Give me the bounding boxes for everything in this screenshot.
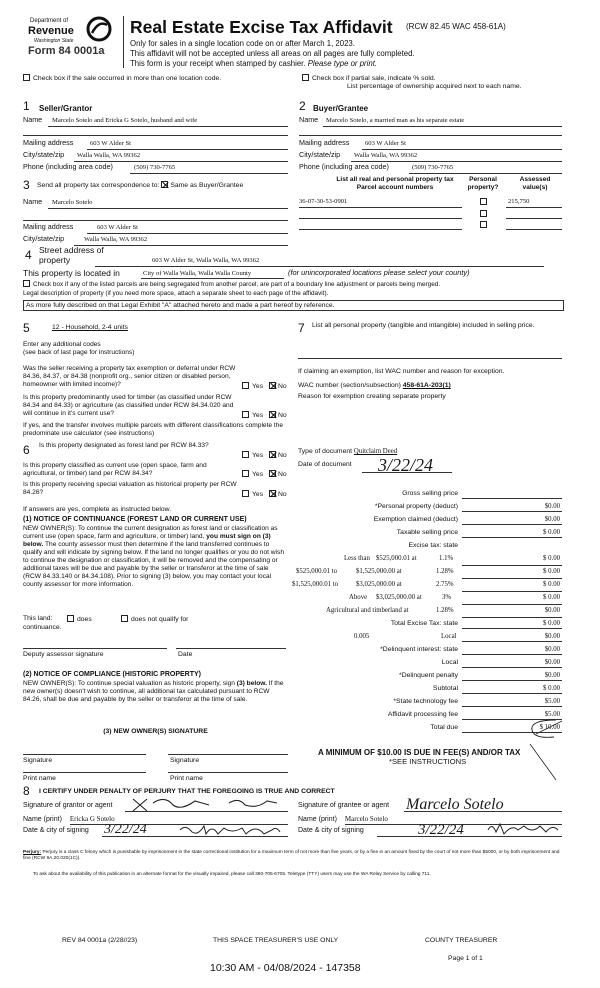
additional-codes-line1: Enter any additional codes (23, 341, 101, 348)
parcel-col-line2: Parcel account numbers (356, 183, 434, 191)
fee-affidavit-label: Affidavit processing fee (387, 711, 458, 718)
multi-location-check[interactable] (23, 74, 221, 83)
seller-mailing-value[interactable]: 603 W Alder St (90, 140, 131, 147)
accessibility-note: To ask about the availability of this publication in an alternate format for the visually impaired, please call 360-705-6705. Teletype (TTY) users may use the WA Relay Service by calling 711. (33, 872, 431, 877)
deputy-date-label: Date (178, 651, 193, 658)
section3-text: Send all property tax correspondence to: (37, 182, 160, 189)
tier4-line (462, 604, 562, 605)
tier3-to: $3,025,000.00 at (356, 581, 402, 588)
fee-gross-label: Gross selling price (402, 490, 458, 497)
seller-name-line (48, 126, 288, 127)
parcel-1-assessed[interactable]: 215,750 (508, 198, 530, 205)
grantee-name-label: Name (print) (298, 816, 337, 823)
q-exemption: Was the seller receiving a property tax exemption or deferral under RCW 84.36, 84.37, or 84.38 (nonprofit org., senior citizen or disabled person, homeowner with limited income)? (23, 365, 236, 389)
recording-stamp: 10:30 AM - 04/08/2024 - 147358 (210, 962, 361, 974)
buyer-name-line (323, 126, 562, 127)
tier2-to: $1,525,000.00 at (356, 568, 402, 575)
buyer-mailing-value[interactable]: 603 W Alder St (365, 140, 406, 147)
corr-blank-line (23, 220, 288, 221)
does-checkbox[interactable] (67, 615, 74, 622)
segregated-label: Check box if any of the listed parcels are being segregated from another parcel, are part of a boundary line adjustment or parcels being merged. (33, 281, 441, 288)
parcel-col-line1: List all real and personal property tax (336, 176, 454, 183)
located-note: (for unincorporated locations please select your county) (288, 268, 470, 277)
fee-delinquent-local-value[interactable]: $0.00 (462, 659, 562, 668)
fee-taxable-value[interactable]: $ 0.00 (462, 529, 562, 538)
assessed-line-1 (506, 207, 562, 208)
fee-delinquent-local (296, 659, 562, 670)
does-not-option[interactable] (121, 615, 188, 624)
corr-city-value[interactable]: Walla Walla, WA 99362 (84, 236, 148, 243)
tier-4 (296, 594, 562, 605)
parcel-1-personal-checkbox[interactable] (480, 198, 487, 205)
segregated-checkbox[interactable] (23, 280, 30, 287)
grantee-date-value[interactable]: 3/22/24 (418, 822, 464, 838)
continuance-word: continuance. (23, 624, 62, 631)
q-forest-no-label: No (277, 452, 287, 459)
personal-col-header (464, 176, 502, 192)
buyer-mailing-line (362, 149, 562, 150)
section4-number: 4 (25, 248, 32, 262)
tier3-value[interactable]: $ 0.00 (543, 581, 560, 588)
tier2-line (462, 578, 562, 579)
compliance-text-a: NEW OWNER(S): To continue special valuation as historic property, sign (23, 680, 235, 687)
dor-logo-icon (86, 16, 112, 42)
fee-exemption-value[interactable]: $0.00 (462, 516, 562, 525)
does-label: does (77, 616, 92, 623)
fee-delinquent-state-value[interactable]: $0.00 (462, 646, 562, 655)
tier1-amount: $525,000.01 at (376, 555, 417, 562)
corr-mailing-label: Mailing address (23, 222, 74, 231)
fee-excise-state (296, 542, 562, 553)
personal-property-line (298, 358, 562, 359)
compliance-text-b: If the new owner(s) doesn't wish to continue, all additional tax calculated pursuant to RCW 84.26, shall be due and payable by the seller or transferor at the time of sale. (23, 680, 284, 704)
form-number: Form 84 0001a (28, 45, 105, 57)
partial-sale-label: Check box if partial sale, indicate % sold. (312, 75, 436, 82)
grantor-date-label: Date & city of signing (23, 827, 89, 834)
deputy-sig-label: Deputy assessor signature (23, 651, 104, 658)
section3-number: 3 (23, 178, 30, 192)
q-exemption-yes-checkbox[interactable] (242, 382, 249, 389)
header-note3-italic: Please type or print. (307, 59, 378, 68)
grantor-name-value[interactable]: Ericka G Sotelo (69, 815, 115, 823)
fee-total-excise-state-label: Total Excise Tax: state (390, 620, 458, 627)
tier1-value[interactable]: $ 0.00 (543, 555, 560, 562)
tier3-rate: 2.75% (436, 581, 454, 588)
grantor-name-row (23, 815, 115, 824)
q-current-use-no-label: No (277, 471, 287, 478)
tier2-value[interactable]: $ 0.00 (543, 568, 560, 575)
perjury-note (23, 850, 563, 862)
legal-value: As more fully described on that Legal Exhibit "A" attached hereto and made a part hereof by reference. (26, 302, 335, 309)
owner-print-line-1 (23, 772, 146, 773)
form-title: Real Estate Excise Tax Affidavit (130, 17, 393, 37)
section2-heading: Buyer/Grantee (313, 104, 369, 113)
use-code-value[interactable]: 12 - Household, 2-4 units (52, 324, 128, 331)
tier-3 (292, 581, 562, 592)
multi-location-checkbox[interactable] (23, 74, 30, 81)
ag-label: Agricultural and timberland at (326, 607, 409, 614)
grantor-name-label: Name (print) (23, 816, 62, 823)
fee-personal-label: *Personal property (deduct) (374, 503, 458, 510)
same-as-buyer-label: Same as Buyer/Grantee (170, 182, 244, 189)
buyer-mailing-label: Mailing address (299, 138, 350, 147)
buyer-phone-label: Phone (including area code) (299, 162, 389, 171)
multi-location-label: Check box if the sale occurred in more than one location code. (33, 75, 222, 82)
does-option[interactable] (67, 615, 92, 624)
fee-delinquent-state-label: *Delinquent interest: state (380, 646, 458, 653)
buyer-blank-line (299, 135, 562, 136)
fee-total-due-label: Total due (430, 724, 458, 731)
form-citation: (RCW 82.45 WAC 458-61A) (406, 22, 506, 31)
grantee-name-value[interactable]: Marcelo Sotelo (344, 815, 388, 823)
tier-ag (296, 607, 562, 618)
owner-print-line-2 (168, 772, 288, 773)
tier1-rate: 1.1% (439, 555, 454, 562)
q-historical-no-label: No (277, 491, 287, 498)
q-forest: Is this property designated as forest land per RCW 84.33? (39, 442, 209, 449)
owner-sig-line-1 (23, 754, 146, 755)
see-instructions: *SEE INSTRUCTIONS (389, 757, 467, 766)
tier1-line (462, 565, 562, 566)
fee-subtotal-label: Subtotal (433, 685, 458, 692)
tier-2 (296, 568, 562, 579)
does-not-checkbox[interactable] (121, 615, 128, 622)
county-treasurer: COUNTY TREASURER (425, 937, 498, 944)
street-line (95, 266, 544, 267)
q-timber-yes-checkbox[interactable] (242, 411, 249, 418)
q-current-use-yes-checkbox[interactable] (242, 470, 249, 477)
fee-tech-value[interactable]: $5.00 (462, 698, 562, 707)
this-land-row (23, 615, 52, 623)
q-forest-answer[interactable] (242, 451, 287, 460)
fee-local-value[interactable]: $0.00 (462, 633, 562, 642)
doc-date-label: Date of document (298, 461, 352, 468)
header-note1: Only for sales in a single location code on or after March 1, 2023. (130, 39, 355, 48)
fee-tech (296, 698, 562, 709)
located-line (141, 278, 284, 279)
additional-codes (23, 341, 134, 357)
header-note2: This affidavit will not be accepted unless all areas on all pages are fully completed. (130, 49, 415, 58)
seller-phone-value[interactable]: (509) 730-7765 (134, 164, 176, 171)
q-historical-no-checkbox[interactable] (269, 490, 276, 497)
same-as-buyer-checkbox[interactable] (161, 181, 168, 188)
doc-date-value[interactable]: 3/22/24 (378, 455, 434, 475)
tier2-from: $525,000.01 to (296, 568, 337, 575)
assessed-col-line2: value(s) (522, 183, 548, 191)
q-timber: Is this property predominantly used for timber (as classified under RCW 84.34 and 84.33) or agriculture (as classified under RCW 84.34.020 and will continue in it's current use? (23, 394, 234, 418)
q-forest-yes-label: Yes (252, 452, 264, 459)
section8-number: 8 (23, 784, 30, 798)
doc-type-label: Type of document (298, 448, 353, 455)
section7-number: 7 (298, 321, 305, 335)
fee-total-due-value[interactable]: $ 10.00 (462, 724, 562, 733)
compliance-text-bold: (3) below. (236, 680, 267, 687)
corr-name-value[interactable]: Marcelo Sotelo (52, 199, 93, 206)
owner-sig-line-2 (168, 754, 288, 755)
partial-sale-checkbox[interactable] (302, 74, 309, 81)
continuance-text-a: NEW OWNER(S): To continue the current designation as forest land or classification as current use (open space, farm and agriculture, or timber) land, (23, 525, 278, 541)
fee-delinquent-state (296, 646, 562, 657)
partial-sale-note: List percentage of ownership acquired next to each name. (347, 83, 522, 90)
fee-subtotal (296, 685, 562, 696)
certify-text: I CERTIFY UNDER PENALTY OF PERJURY THAT THE FOREGOING IS TRUE AND CORRECT (39, 788, 335, 795)
continuance-text-bold: you must sign on (3) below. (23, 533, 271, 549)
deputy-date-line (176, 648, 286, 649)
section2-number: 2 (299, 99, 306, 113)
fee-total-excise-state-value[interactable]: $ 0.00 (462, 620, 562, 629)
fee-personal-value[interactable]: $0.00 (462, 503, 562, 512)
fee-taxable-label: Taxable selling price (396, 529, 458, 536)
parcel-3-personal-checkbox[interactable] (480, 221, 487, 228)
buyer-city-value[interactable]: Walla Walla, WA 99362 (354, 152, 418, 159)
q-current-use-no-checkbox[interactable] (269, 470, 276, 477)
section5-number: 5 (23, 321, 30, 335)
agency-line2: Revenue (28, 25, 74, 37)
tier3-from: $1,525,000.01 to (292, 581, 339, 588)
total-due-circle-mark (526, 718, 566, 740)
fee-affidavit (296, 711, 562, 722)
owner-sig-label-1: Signature (23, 757, 53, 764)
buyer-name-label: Name (299, 115, 319, 124)
parcel-col-header (314, 176, 476, 192)
fee-personal (296, 503, 562, 514)
answers-note: If answers are yes, complete as instructed below. (23, 506, 172, 513)
seller-city-label: City/state/zip (23, 150, 65, 159)
corr-mailing-value[interactable]: 603 W Alder St (97, 224, 138, 231)
q-historical-yes-label: Yes (252, 491, 264, 498)
buyer-phone-line (409, 173, 562, 174)
assessed-col-header (508, 176, 562, 192)
wac-label: WAC number (section/subsection) (298, 382, 401, 389)
tier1-less: Less than (344, 555, 370, 562)
deputy-sig-line (23, 648, 167, 649)
seller-mailing-label: Mailing address (23, 138, 74, 147)
fee-affidavit-value[interactable]: $5.00 (462, 711, 562, 720)
q-exemption-answer[interactable] (242, 382, 287, 391)
exemption-note: If claiming an exemption, list WAC number and reason for exception. (298, 368, 505, 375)
personal-col-line2: property? (467, 183, 499, 191)
tier4-rate: 3% (442, 594, 452, 601)
perjury-text: Perjury is a class C felony which is punishable by imprisonment in the state correctional institution for a maximum term of not more than five years, or by a fine in an amount fixed by the court of not more than $5000, or by both imprisonment and fine (RCW 9A.20.020(1C)). (23, 850, 560, 862)
corr-city-label: City/state/zip (23, 234, 65, 243)
legal-value-box[interactable] (23, 300, 564, 311)
fee-exemption-label: Exemption claimed (deduct) (373, 516, 458, 523)
q-timber-no-checkbox[interactable] (269, 411, 276, 418)
section1-heading: Seller/Grantor (39, 104, 93, 113)
fee-gross (296, 490, 562, 501)
corr-name-label: Name (23, 197, 43, 206)
form-revision: REV 84 0001a (2/28//23) (62, 937, 138, 944)
grantee-date-label: Date & city of signing (298, 827, 364, 834)
q-historical-answer[interactable] (242, 490, 287, 499)
q-current-use-answer[interactable] (242, 470, 287, 479)
legal-label: Legal description of property (if you need more space, attach a separate sheet to each page of the affidavit). (23, 290, 329, 297)
grantee-signature[interactable]: Marcelo Sotelo (406, 796, 504, 813)
seller-city-value[interactable]: Walla Walla, WA 99362 (77, 152, 141, 159)
grantor-date-line (102, 836, 288, 837)
page-number: Page 1 of 1 (448, 955, 483, 962)
fee-tech-label: *State technology fee (393, 698, 458, 705)
q-timber-no-label: No (277, 412, 287, 419)
seller-blank-line (23, 135, 288, 136)
continuance-heading: (1) NOTICE OF CONTINUANCE (FOREST LAND OR CURRENT USE) (23, 516, 247, 523)
fee-local (296, 633, 562, 644)
assessed-line-2 (506, 218, 562, 219)
doc-date-line (362, 472, 452, 473)
section6-number: 6 (23, 443, 30, 457)
grantor-date-value[interactable]: 3/22/24 (104, 822, 147, 837)
wac-value[interactable]: 458-61A-203(1) (402, 382, 451, 389)
owner-print-label-2: Print name (170, 775, 203, 782)
section7-text: List all personal property (tangible and intangible) included in selling price. (312, 322, 535, 329)
buyer-phone-value[interactable]: (509) 730-7765 (412, 164, 454, 171)
seller-phone-label: Phone (including area code) (23, 162, 113, 171)
fee-excise-state-label: Excise tax: state (408, 542, 458, 549)
street-label-line2: property (39, 254, 71, 265)
tier2-rate: 1.28% (436, 568, 454, 575)
seller-mailing-line (87, 149, 288, 150)
fee-delinquent-penalty (296, 672, 562, 683)
q-historical: Is this property receiving special valuation as historical property per RCW 84.26? (23, 481, 237, 497)
sig-grantor-label: Signature of grantor or agent (23, 802, 113, 809)
seller-phone-line (130, 173, 288, 174)
fee-total-excise-state (296, 620, 562, 631)
fee-delinquent-penalty-value[interactable]: $0.00 (462, 672, 562, 681)
personal-col-line1: Personal (469, 176, 497, 183)
owner-sig-label-2: Signature (170, 757, 200, 764)
reason-label: Reason for exemption creating separate property (298, 393, 446, 400)
grantee-name-row (298, 815, 388, 824)
fee-subtotal-value[interactable]: $ 0.00 (462, 685, 562, 694)
parcel-2-personal-checkbox[interactable] (480, 210, 487, 217)
compliance-text (23, 680, 285, 704)
street-value[interactable]: 603 W Alder St, Walla Walla, WA 99362 (152, 257, 260, 264)
buyer-city-label: City/state/zip (299, 150, 341, 159)
ag-line (462, 617, 562, 618)
assessed-col-line1: Assessed (519, 176, 551, 183)
tier3-line (462, 591, 562, 592)
parcel-line-2 (299, 218, 462, 219)
q-current-use: Is this property classified as current use (open space, farm and agricultural, or timber) land per RCW 84.34? (23, 462, 207, 478)
q-timber-yes-label: Yes (252, 412, 264, 419)
parcel-line-3 (299, 229, 462, 230)
local-label: Local (441, 633, 457, 640)
q-forest-yes-checkbox[interactable] (242, 451, 249, 458)
agency-line1: Department of (30, 18, 69, 24)
ag-value[interactable]: $0.00 (544, 607, 560, 614)
parcel-line-1 (299, 207, 462, 208)
located-label: This property is located in (23, 268, 120, 278)
wac-row (298, 382, 451, 390)
new-owner-sig-heading: (3) NEW OWNER(S) SIGNATURE (103, 728, 208, 735)
compliance-heading: (2) NOTICE OF COMPLIANCE (HISTORIC PROPERTY) (23, 671, 201, 678)
q-exemption-yes-label: Yes (252, 383, 264, 390)
seller-name-label: Name (23, 115, 43, 124)
does-not-label: does not qualify for (131, 616, 189, 623)
q-forest-no-checkbox[interactable] (269, 451, 276, 458)
corr-mailing-line (87, 233, 288, 234)
fee-exemption (296, 516, 562, 527)
street-label-line1: Street address of (39, 245, 104, 255)
fee-delinquent-penalty-label: *Delinquent penalty (399, 672, 458, 679)
sig-grantee-label: Signature of grantee or agent (298, 802, 390, 809)
section3-correspondence (37, 181, 243, 190)
fee-taxable (296, 529, 562, 540)
q-timber-answer[interactable] (242, 411, 287, 420)
slash-mark (528, 742, 558, 782)
local-rate: 0.005 (354, 633, 370, 640)
header-note3-text: This form is your receipt when stamped by cashier. (130, 59, 306, 68)
doc-type-value[interactable]: Quitclaim Deed (353, 448, 398, 455)
this-land-label: This land: (23, 615, 53, 622)
tier4-above: Above (349, 594, 368, 601)
perjury-label: Perjury: (23, 850, 42, 855)
minimum-note: A MINIMUM OF $10.00 IS DUE IN FEE(S) AND/OR TAX (318, 748, 521, 757)
header-divider (123, 16, 124, 68)
fee-delinquent-local-label: Local (441, 659, 458, 666)
corr-city-line (74, 245, 288, 246)
tier4-value[interactable]: $ 0.00 (543, 594, 560, 601)
buyer-name-value[interactable]: Marcelo Sotelo, a married man as his separate estate (326, 117, 465, 124)
q-exemption-no-label: No (277, 383, 287, 390)
grantee-date-line (377, 836, 562, 837)
header-note3 (130, 59, 377, 68)
tier4-amount: $3,025,000.00 at (376, 594, 422, 601)
q-current-use-yes-label: Yes (252, 471, 264, 478)
additional-codes-line2: (see back of last page for instructions) (23, 348, 135, 356)
continuance-text-b: The county assessor must then determine if the land transferred continues to qualify and will indicate by signing below. If the land no longer qualifies or you do not wish to continue the designation or classification, it will be removed and the compensating or additional taxes will be due and payable by the seller or transferor at the time of sale (RCW 84.33.140 or 84.34.108). Prior to signing (3) below, you may contact your local county assessor for more information. (23, 541, 284, 589)
fee-total-due (296, 724, 562, 735)
assessed-line-3 (506, 229, 562, 230)
corr-name-line (48, 208, 288, 209)
treasurer-use: THIS SPACE TREASURER'S USE ONLY (213, 937, 339, 944)
tier-1 (296, 555, 562, 566)
street-label (39, 246, 104, 266)
owner-print-label-1: Print name (23, 775, 56, 782)
q-historical-yes-checkbox[interactable] (242, 490, 249, 497)
q-transfer: If yes, and the transfer involves multiple parcels with different classifications complete the predominate use calculator (see instructions) (23, 422, 284, 438)
segregated-check[interactable] (23, 280, 440, 289)
agency-line3: Washington State (34, 38, 74, 44)
parcel-1-number[interactable]: 36-07-30-53-0901 (299, 198, 348, 205)
seller-name-value[interactable]: Marcelo Sotelo and Ericka G Sotelo, husband and wife (52, 117, 198, 124)
ag-rate: 1.28% (436, 607, 454, 614)
located-value[interactable]: City of Walla Walla, Walla Walla County (143, 270, 252, 277)
fee-gross-value[interactable] (462, 490, 562, 499)
q-exemption-no-checkbox[interactable] (269, 382, 276, 389)
section1-number: 1 (23, 99, 30, 113)
continuance-text (23, 525, 285, 589)
grantor-signature[interactable] (125, 793, 285, 815)
partial-sale-check[interactable] (302, 74, 436, 83)
